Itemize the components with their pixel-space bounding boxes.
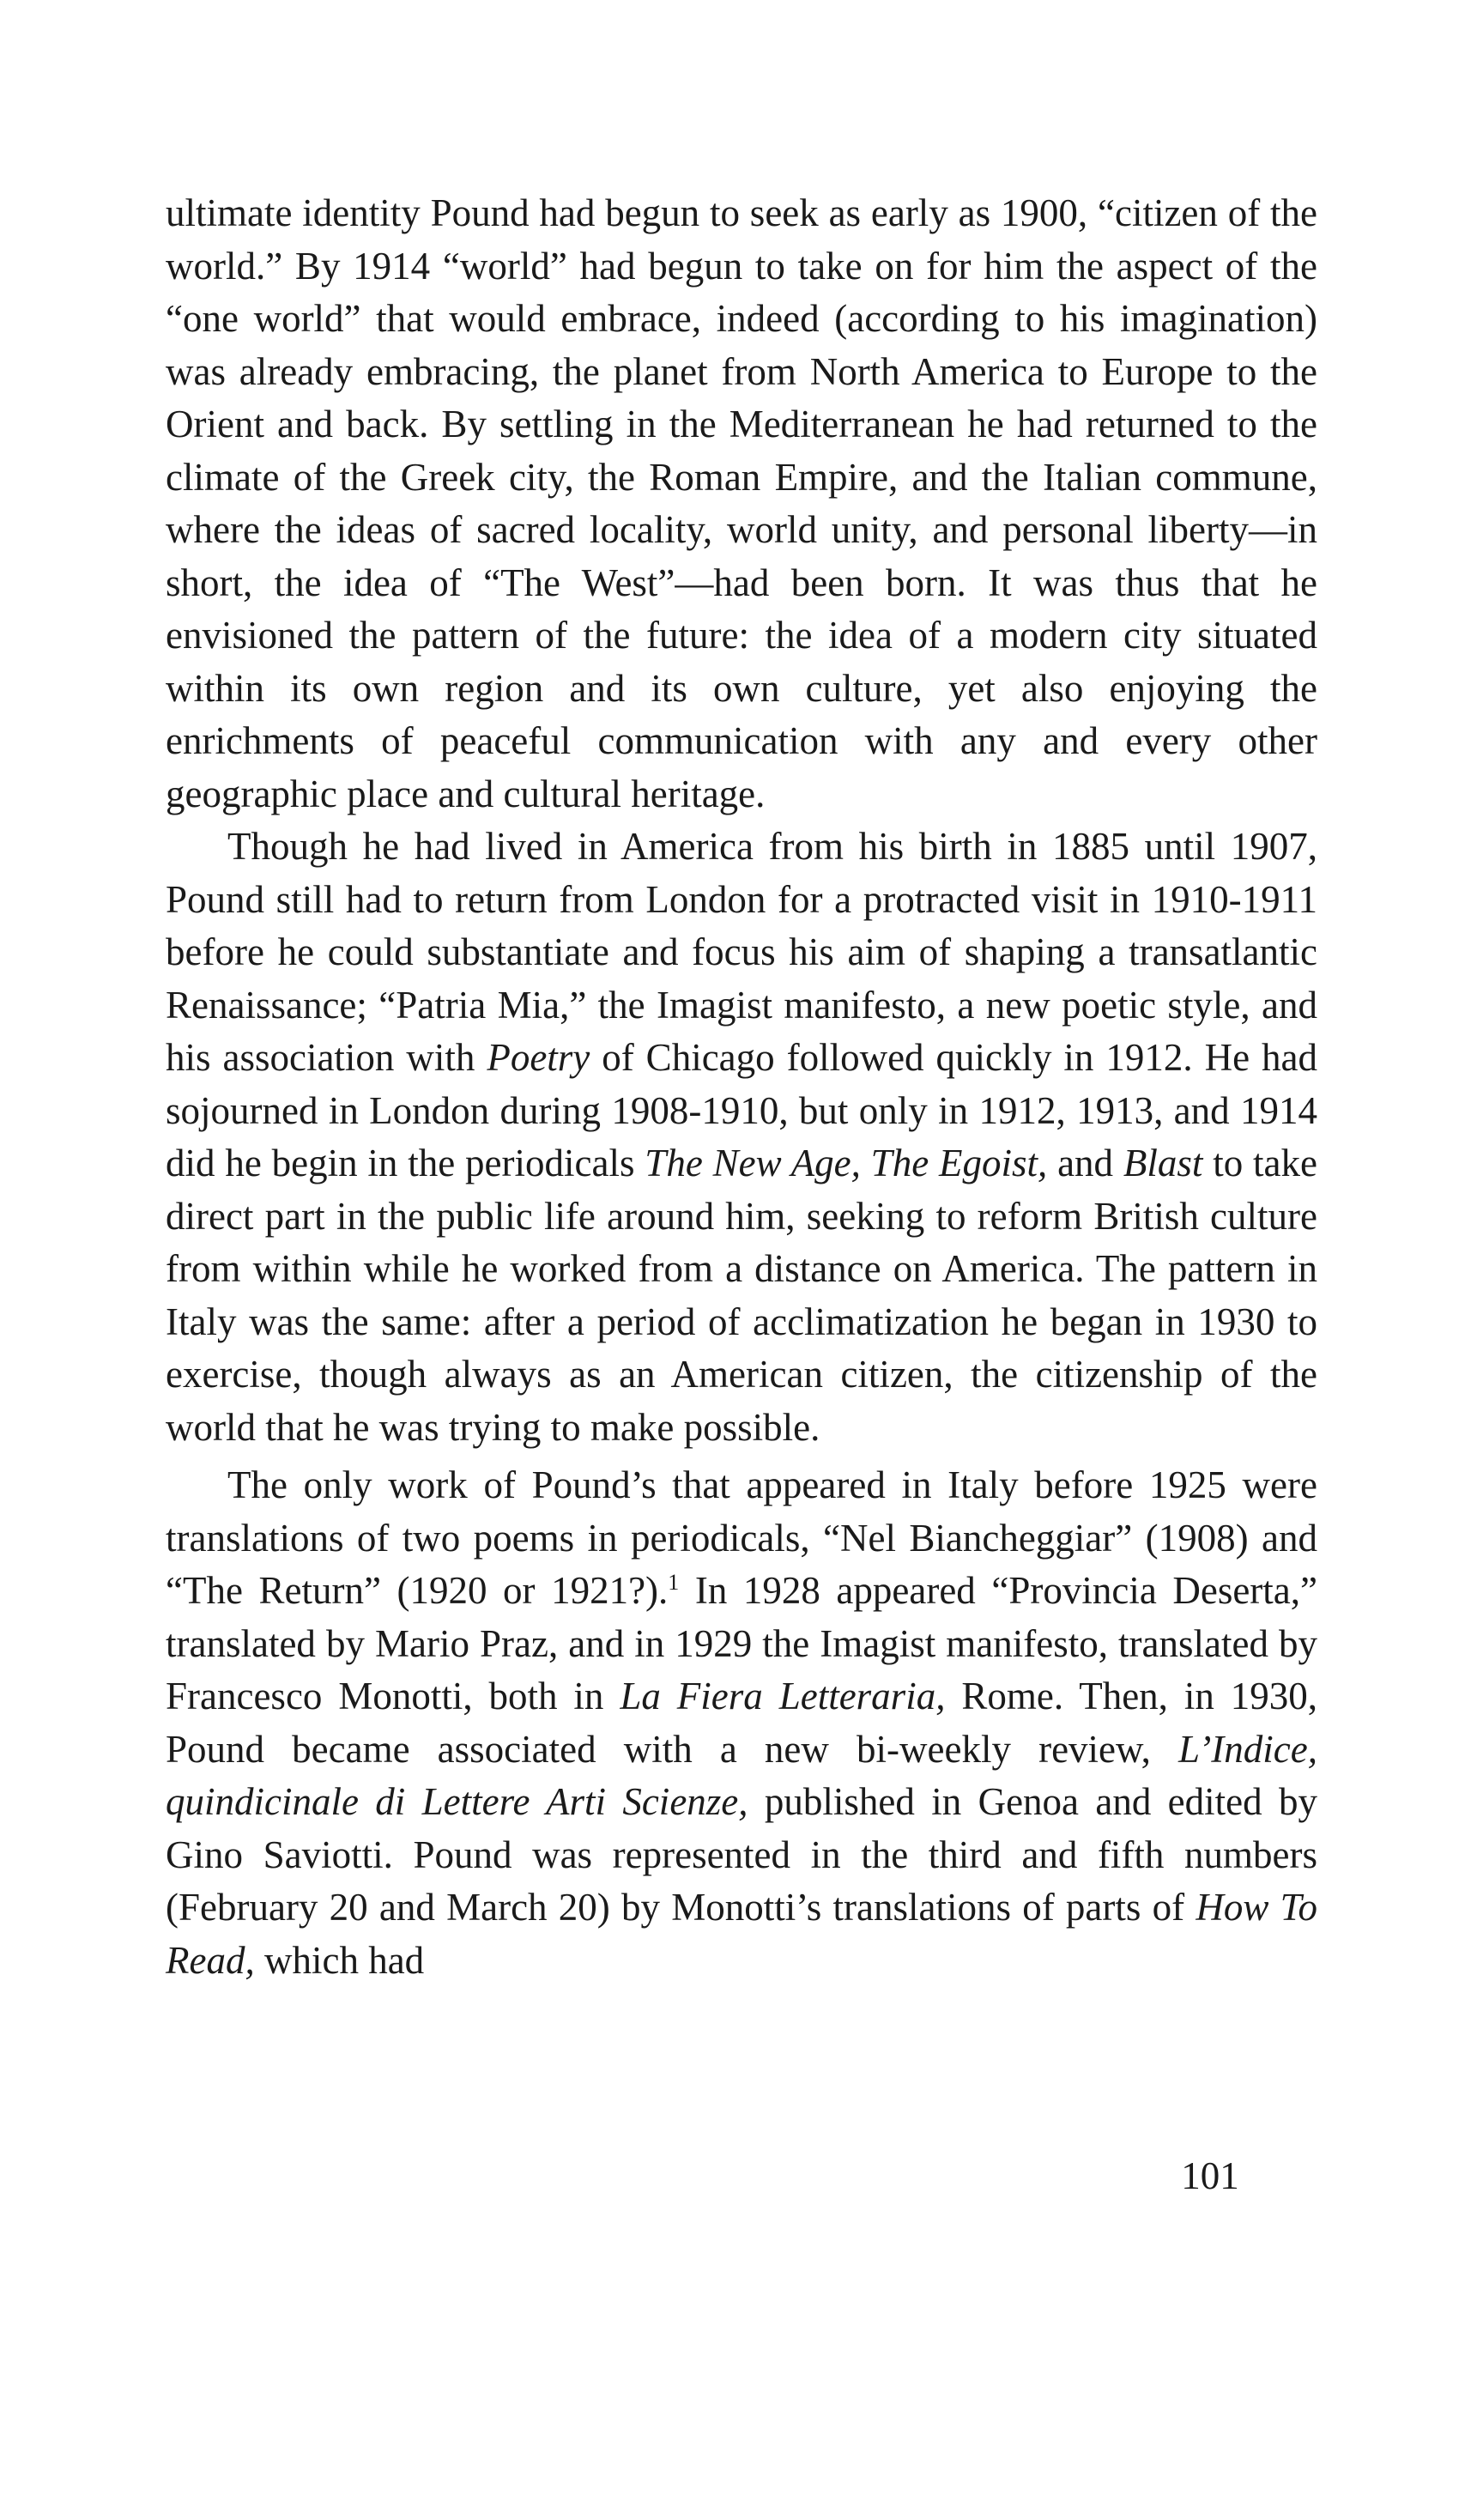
paragraph-2-text: of Chicago followed quickly in 1912. He had sojourned in London during 1908-1910, but only in 1912, 1913, and 1914 did he begin in the periodicals: [166, 1036, 1317, 1184]
paragraph-2-text: to take direct part in the public life around him, seeking to reform British culture from within while he worked from a distance on America. The pattern in Italy was the same: after a period of acclimatization he began in 1930 to exercise, though always as an American citizen, the citizenship of the world that he was trying to make possible.: [166, 1142, 1317, 1449]
paragraph-2-text: and: [1047, 1142, 1123, 1184]
paragraph-3-text: In 1928 appeared “Provincia Deserta,” translated by Mario Praz, and in 1929 the Imagist manifesto, translated by Francesco Monotti, both in: [166, 1569, 1317, 1717]
title-how-to-read: How To Read,: [166, 1886, 1317, 1982]
title-poetry: Poetry: [487, 1036, 590, 1079]
title-blast: Blast: [1123, 1142, 1203, 1184]
body-text: [166, 187, 1317, 1987]
paragraph-3-text: published in Genoa and edited by Gino Saviotti. Pound was represented in the third and fifth numbers (February 20 and March 20) by Monotti’s translations of parts of: [166, 1780, 1317, 1929]
paragraph-1: ultimate identity Pound had begun to seek as early as 1900, “citizen of the world.” By 1914 “world” had begun to take on for him the aspect of the “one world” that would embrace, indeed (according to his imagination) was already embracing, the planet from North America to Europe to the Orient and back. By settling in the Mediterranean he had returned to the climate of the Greek city, the Roman Empire, and the Italian commune, where the ideas of sacred locality, world unity, and personal liberty—in short, the idea of “The West”—had been born. It was thus that he envisioned the pattern of the future: the idea of a modern city situated within its own region and its own culture, yet also enjoying the enrichments of peaceful communication with any and every other geographic place and cultural heritage.: [166, 191, 1317, 815]
paragraph-2: [166, 821, 1317, 1454]
title-new-age-egoist: The New Age, The Egoist,: [645, 1142, 1048, 1184]
paragraph-3-text: The only work of Pound’s that appeared in Italy before 1925 were translations of two poems in periodicals, “Nel Biancheggiar” (1908) and “The Return” (1920 or 1921?).: [166, 1463, 1317, 1612]
title-fiera-letteraria: La Fiera Letteraria,: [620, 1675, 946, 1717]
paragraph-3-text: which had: [254, 1938, 425, 1982]
paragraph-3: [166, 1459, 1317, 1987]
paragraph-2-text: Though he had lived in America from his birth in 1885 until 1907, Pound still had to return from London for a protracted visit in 1910-1911 before he could substantiate and focus his aim of shaping a transatlantic Renaissance; “Patria Mia,” the Imagist manifesto, a new poetic style, and his association with: [166, 825, 1317, 1079]
page-number: 101: [1181, 2154, 1239, 2197]
paragraph-3-text: Rome. Then, in 1930, Pound became associated with a new bi-weekly review,: [166, 1675, 1317, 1771]
footnote-marker: 1: [668, 1570, 680, 1595]
title-indice: L’Indice, quindicinale di Lettere Arti Scienze,: [166, 1727, 1317, 1823]
